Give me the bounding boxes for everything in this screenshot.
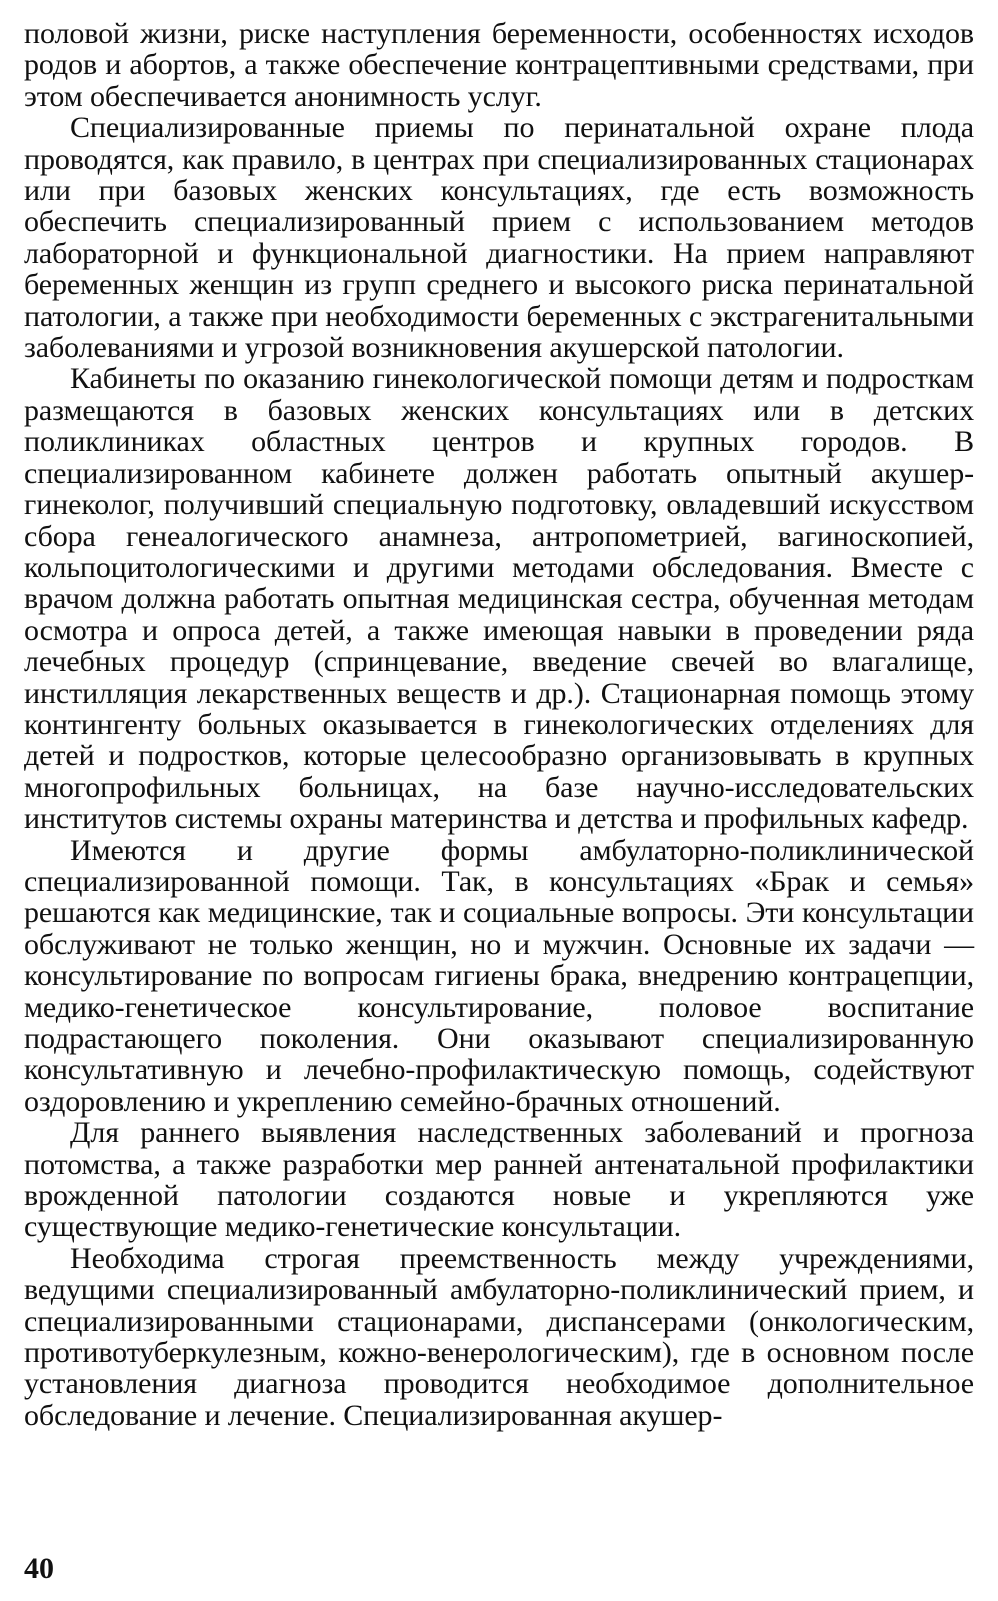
paragraph-pediatric-gynecology: Кабинеты по оказанию гинекологической помощи детям и подросткам размещаются в базовых женских консультациях или в детских поликлиниках областных центров и крупных городов. В специализированном кабинете должен работать опытный акушер-гинеколог, получивший специальную подготовку, овладевший искусством сбора генеалогического анамнеза, антропометрией, вагиноскопией, кольпоцитологическими и другими методами обследования. Вместе с врачом должна работать опытная медицинская сестра, обученная методам осмотра и опроса детей, а также имеющая навыки в проведении ряда лечебных процедур (спринцевание, введение свечей во влагалище, инстилляция лекарственных веществ и др.). Стационарная помощь этому контингенту больных оказывается в гинекологических отделениях для детей и подростков, которые целесообразно организовывать в крупных многопрофильных больницах, на базе научно-исследовательских институтов системы охраны материнства и детства и профильных кафедр. (24, 362, 974, 836)
paragraph-genetics: Для раннего выявления наследственных заболеваний и прогноза потомства, а также разработки мер ранней антенатальной профилактики врожденной патологии создаются новые и укрепляются уже существующие медико-генетические консультации. (24, 1116, 974, 1244)
paragraph-marriage-family: Имеются и другие формы амбулаторно-поликлинической специализированной помощи. Так, в консультациях «Брак и семья» решаются как медицинские, так и социальные вопросы. Эти консультации обслуживают не только женщин, но и мужчин. Основные их задачи — консультирование по вопросам гигиены брака, внедрению контрацепции, медико-генетическое консультирование, половое воспитание подрастающего поколения. Они оказывают специализированную консультативную и лечебно-профилактическую помощь, содействуют оздоровлению и укреплению семейно-брачных отношений. (24, 833, 974, 1118)
page-body (24, 18, 974, 1431)
paragraph-perinatal: Специализированные приемы по перинатальной охране плода проводятся, как правило, в центрах при специализированных стационарах или при базовых женских консультациях, где есть возможность обеспечить специализированный прием с использованием методов лабораторной и функциональной диагностики. На прием направляют беременных женщин из групп среднего и высокого риска перинатальной патологии, а также при необходимости беременных с экстрагенитальными заболеваниями и угрозой возникновения акушерской патологии. (24, 111, 974, 365)
paragraph-continuity: Необходима строгая преемственность между учреждениями, ведущими специализированный амбулаторно-поликлинический прием, и специализированными стационарами, диспансерами (онкологическим, противотуберкулезным, кожно-венерологическим), где в основном после установления диагноза проводится необходимое дополнительное обследование и лечение. Специализированная акушер- (24, 1241, 974, 1432)
paragraph-continued: половой жизни, риске наступления беременности, особенностях исходов родов и абортов, а также обеспечение контрацептивными средствами, при этом обеспечивается анонимность услуг. (24, 17, 974, 113)
page-number: 40 (24, 1552, 54, 1585)
